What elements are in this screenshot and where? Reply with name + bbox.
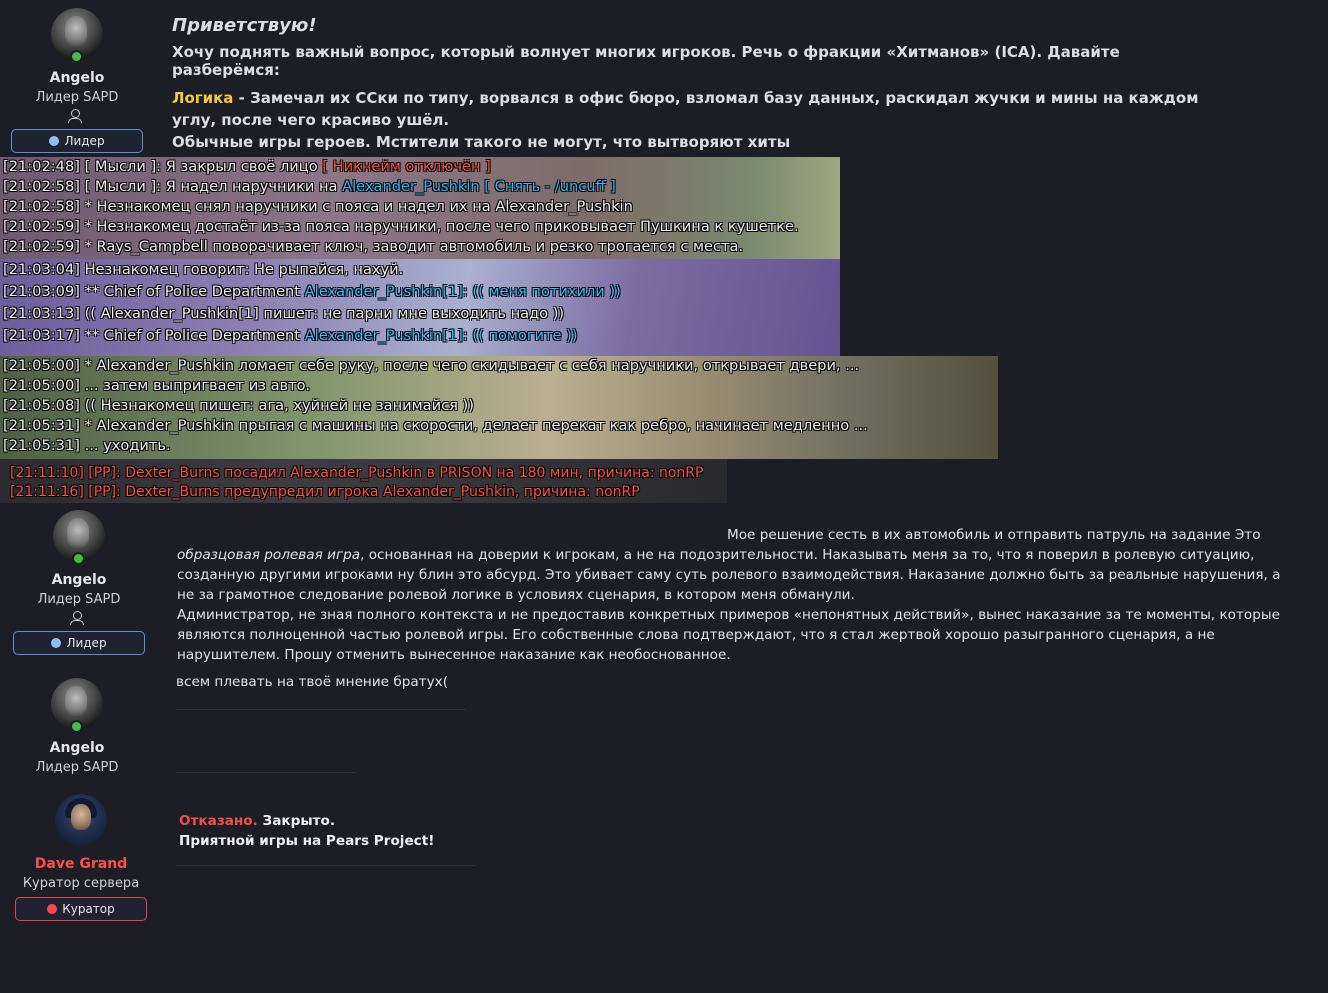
user-title: Лидер SAPD <box>35 90 119 105</box>
avatar[interactable] <box>53 510 105 562</box>
post-4-author <box>14 794 148 921</box>
chat-line: [21:02:48] [ Мысли ]: Я закрыл своё лицо [ Никнейм отключён ] <box>3 158 491 175</box>
online-status-icon <box>72 552 85 565</box>
username[interactable]: Angelo <box>49 70 105 86</box>
chat-line: [21:05:31] ... уходить. <box>3 437 171 454</box>
post-logic: Логика - Замечал их ССки по типу, ворвался в офис бюро, взломал базу данных, раскидал жучки и мины на каждом углу, после чего красиво ушёл. <box>172 89 1199 129</box>
online-status-icon <box>70 50 83 63</box>
post-divider <box>176 772 356 773</box>
chatlog-screenshot-3[interactable] <box>0 356 998 459</box>
chat-line: [21:11:16] [PP]: Dexter_Burns предупредил игрока Alexander_Pushkin, причина: nonRP <box>10 484 640 500</box>
username[interactable]: Dave Grand <box>34 856 128 872</box>
post-4-body <box>179 811 434 851</box>
username[interactable]: Angelo <box>49 740 105 756</box>
post-3-body: всем плевать на твоё мнение братух( <box>176 674 448 690</box>
avatar[interactable] <box>51 678 103 730</box>
badge-dot-icon <box>51 638 61 648</box>
badge-dot-icon <box>49 136 59 146</box>
user-title: Куратор сервера <box>22 876 140 891</box>
post-paragraph-2: Администратор, не зная полного контекста и не предоставив конкретных примеров «непонятных действий», вынес наказание за те моменты, которые являются полноценной частью ролевой игры. Его собственные слова подтверждают, что я стал жертвой хорошо разыгранного сценария, а не нарушителем. Прошу отменить вынесенное наказание как необоснованное. <box>177 607 1280 663</box>
post-greeting: Приветствую! <box>172 15 317 36</box>
refused-label: Отказано. <box>179 813 258 829</box>
post-paragraph-1: Мое решение сесть в их автомобиль и отправить патруль на задание Это образцовая ролевая игра, основанная на доверии к игрокам, а не на подозрительности. Наказывать меня за то, что я поверил в ролевую ситуацию, созданную другими игроками ну блин это абсурд. Это убивает саму суть ролевого взаимодействия. Наказание должно быть за реальные нарушения, а не за грамотное следование ролевой логике в условиях сценария, в котором меня обманули. <box>177 527 1281 603</box>
chat-line: [21:05:00] ... затем выпригвает из авто. <box>3 377 311 394</box>
post-divider <box>176 709 466 710</box>
user-edit-icon <box>70 611 88 625</box>
chat-line: [21:05:31] * Alexander_Pushkin прыгая с машины на скорости, делает перекат как ребро, начинает медленно ... <box>3 417 868 434</box>
username[interactable]: Angelo <box>51 572 107 588</box>
logic-label: Логика <box>172 89 234 107</box>
post-status: Отказано. Закрыто. <box>179 813 336 829</box>
user-title: Лидер SAPD <box>35 760 119 775</box>
chat-line: [21:03:13] (( Alexander_Pushkin[1] пишет: не парни мне выходить надо )) <box>3 305 565 322</box>
role-badge: Куратор <box>15 897 147 921</box>
user-title: Лидер SAPD <box>37 592 121 607</box>
avatar[interactable] <box>55 794 107 846</box>
avatar[interactable] <box>51 8 103 60</box>
post-divider <box>176 865 476 866</box>
chat-line: [21:03:17] ** Chief of Police Department Alexander_Pushkin[1]: (( помогите )) <box>3 327 578 344</box>
badge-dot-icon <box>47 904 57 914</box>
chatlog-screenshot-4[interactable] <box>0 459 727 503</box>
chat-line: [21:03:04] Незнакомец говорит: Не рыпайся, нахуй. <box>3 261 404 278</box>
chat-line: [21:02:59] * Незнакомец достаёт из-за пояса наручники, после чего приковывает Пушкина к кушетке. <box>3 218 799 235</box>
chatlog-screenshot-2[interactable] <box>0 259 840 356</box>
chatlog-screenshot-1[interactable] <box>0 157 840 259</box>
role-badge: Лидер <box>11 129 143 153</box>
chat-line: [21:03:09] ** Chief of Police Department Alexander_Pushkin[1]: (( меня потихили )) <box>3 283 621 300</box>
post-3-author <box>10 678 144 775</box>
post-2-body <box>177 525 1302 665</box>
post-2-author <box>12 510 146 655</box>
chat-line: [21:02:58] * Незнакомец снял наручники с пояса и надел их на Alexander_Pushkin <box>3 198 633 215</box>
chat-line: [21:05:00] * Alexander_Pushkin ломает себе руку, после чего скидывает с себя наручники, открывает двери, ... <box>3 357 860 374</box>
post-1-author <box>10 8 144 153</box>
chat-line: [21:02:58] [ Мысли ]: Я надел наручники на Alexander_Pushkin [ Снять - /uncuff ] <box>3 178 616 195</box>
chat-line: [21:05:08] (( Незнакомец пишет: ага, хуйней не занимайся )) <box>3 397 474 414</box>
chat-line: [21:02:59] * Rays_Campbell поворачивает ключ, заводит автомобиль и резко трогается с места. <box>3 238 744 255</box>
post-intro: Хочу поднять важный вопрос, который волнует многих игроков. Речь о фракции «Хитманов» (ICA). Давайте разберёмся: <box>172 43 1120 79</box>
chat-line: [21:11:10] [PP]: Dexter_Burns посадил Alexander_Pushkin в PRISON на 180 мин, причина: nonRP <box>10 465 704 481</box>
user-edit-icon <box>68 109 86 123</box>
post-farewell: Приятной игры на Pears Project! <box>179 833 435 849</box>
online-status-icon <box>70 720 83 733</box>
post-last-line: Обычные игры героев. Мстители такого не могут, что вытворяют хиты <box>172 133 791 151</box>
role-badge: Лидер <box>13 631 145 655</box>
post-1-body <box>172 15 1222 159</box>
